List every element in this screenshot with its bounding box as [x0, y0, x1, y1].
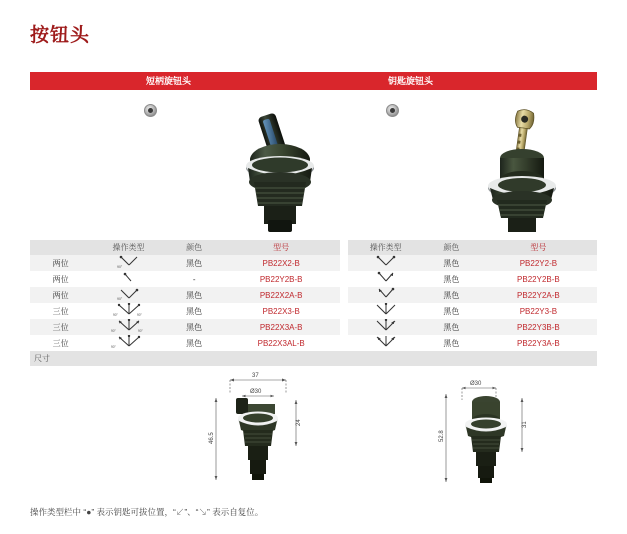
cell-model: PB22Y2B-B — [480, 271, 597, 287]
table-row — [30, 287, 597, 303]
key-two-pos-icon — [366, 255, 406, 269]
header-model-left: 型号 — [223, 240, 340, 255]
table-gap — [340, 287, 349, 303]
header-color-left: 颜色 — [166, 240, 223, 255]
cell-color: 黑色 — [423, 335, 480, 351]
cell-position: 两位 — [30, 271, 91, 287]
cell-operation-glyph — [348, 319, 422, 335]
cell-color: 黑色 — [423, 255, 480, 271]
table-row — [30, 303, 597, 319]
spec-table — [30, 240, 597, 366]
dim-left-diameter: Ø30 — [250, 389, 262, 395]
svg-text:90°: 90° — [112, 313, 118, 317]
cell-operation-glyph — [348, 271, 422, 287]
key-two-pos-b-icon — [366, 271, 406, 285]
dimensions-label: 尺寸 — [30, 351, 597, 366]
footnote: 操作类型栏中 “●” 表示钥匙可拔位置，“↙”、“↘” 表示自复位。 — [30, 507, 264, 517]
svg-text:90°: 90° — [110, 329, 116, 333]
cell-operation-glyph — [91, 255, 165, 271]
dimension-drawings — [30, 368, 597, 498]
column-divider — [362, 96, 363, 238]
cell-color: 黑色 — [423, 271, 480, 287]
three-pos-spring-both-icon — [109, 319, 149, 333]
table-gap — [340, 255, 349, 271]
cell-model: PB22Y2-B — [480, 255, 597, 271]
cell-operation-glyph — [91, 287, 165, 303]
cell-color: 黑色 — [423, 287, 480, 303]
svg-text:90°: 90° — [116, 297, 122, 301]
dim-left-width: 37 — [252, 373, 259, 379]
header-position — [30, 240, 91, 255]
cell-model: PB22X3A-B — [223, 319, 340, 335]
cell-model: PB22Y2A-B — [480, 287, 597, 303]
key-three-pos-b-icon — [366, 319, 406, 333]
cell-color: 黑色 — [166, 303, 223, 319]
section-header-bar — [30, 72, 597, 90]
short-knob-product-image — [220, 108, 340, 241]
cell-position: 三位 — [30, 303, 91, 319]
three-pos-maintained-icon — [109, 303, 149, 317]
cell-color: 黑色 — [166, 319, 223, 335]
cell-model: PB22X3AL-B — [223, 335, 340, 351]
cell-color: 黑色 — [166, 255, 223, 271]
two-pos-spring-icon — [109, 271, 149, 285]
cell-operation-glyph — [91, 303, 165, 319]
header-color-right: 颜色 — [423, 240, 480, 255]
table-row — [30, 335, 597, 351]
cell-model: PB22X2-B — [223, 255, 340, 271]
dim-right-height-body: 31 — [522, 421, 528, 428]
page-title: 按钮头 — [30, 25, 91, 46]
header-operation-right: 操作类型 — [348, 240, 422, 255]
key-three-pos-icon — [366, 303, 406, 317]
cell-operation-glyph — [348, 255, 422, 271]
key-three-pos-a-icon — [366, 335, 406, 349]
cell-color: 黑色 — [423, 319, 480, 335]
cell-color: - — [166, 271, 223, 287]
dim-left-height-body: 24 — [296, 419, 302, 426]
product-column-short-knob — [128, 96, 368, 236]
cell-model: PB22X3-B — [223, 303, 340, 319]
round-knob-icon-key — [386, 104, 399, 117]
table-gap — [340, 319, 349, 335]
cell-position: 两位 — [30, 255, 91, 271]
product-column-key-knob — [370, 96, 610, 236]
svg-text:90°: 90° — [116, 265, 122, 269]
cell-position: 两位 — [30, 287, 91, 303]
cell-position: 三位 — [30, 335, 91, 351]
cell-color: 黑色 — [166, 287, 223, 303]
svg-text:90°: 90° — [110, 345, 116, 349]
cell-operation-glyph — [348, 303, 422, 319]
cell-operation-glyph — [91, 319, 165, 335]
two-pos-maintained-a-icon — [109, 287, 149, 301]
dim-right-diameter: Ø30 — [470, 381, 482, 387]
cell-model: PB22X2A-B — [223, 287, 340, 303]
cell-model: PB22Y3B-B — [480, 319, 597, 335]
cell-position: 三位 — [30, 319, 91, 335]
table-gap — [340, 335, 349, 351]
svg-text:90°: 90° — [136, 313, 142, 317]
cell-model: PB22Y2B-B — [223, 271, 340, 287]
cell-operation-glyph — [91, 271, 165, 287]
key-two-pos-a-icon — [366, 287, 406, 301]
dim-left-height-total: 46.5 — [209, 432, 215, 444]
cell-operation-glyph — [348, 335, 422, 351]
table-gap — [340, 303, 349, 319]
cell-operation-glyph — [348, 287, 422, 303]
header-model-right: 型号 — [480, 240, 597, 255]
cell-operation-glyph — [91, 335, 165, 351]
table-row — [30, 255, 597, 271]
table-header-row — [30, 240, 597, 255]
table-row — [30, 271, 597, 287]
two-pos-maintained-icon — [109, 255, 149, 269]
cell-color: 黑色 — [166, 335, 223, 351]
table-gap — [340, 271, 349, 287]
cell-model: PB22Y3-B — [480, 303, 597, 319]
column-header-key-knob: 钥匙旋钮头 — [388, 76, 434, 86]
three-pos-spring-left-icon — [109, 335, 149, 349]
dim-right-height-total: 52.8 — [439, 430, 445, 442]
round-knob-icon — [144, 104, 157, 117]
key-knob-product-image — [462, 108, 582, 241]
table-row — [30, 319, 597, 335]
dimensions-header-row — [30, 351, 597, 366]
cell-color: 黑色 — [423, 303, 480, 319]
table-gap — [340, 240, 349, 255]
header-operation-left: 操作类型 — [91, 240, 165, 255]
svg-text:90°: 90° — [137, 329, 143, 333]
column-header-short-knob: 短柄旋钮头 — [146, 76, 192, 86]
cell-model: PB22Y3A-B — [480, 335, 597, 351]
